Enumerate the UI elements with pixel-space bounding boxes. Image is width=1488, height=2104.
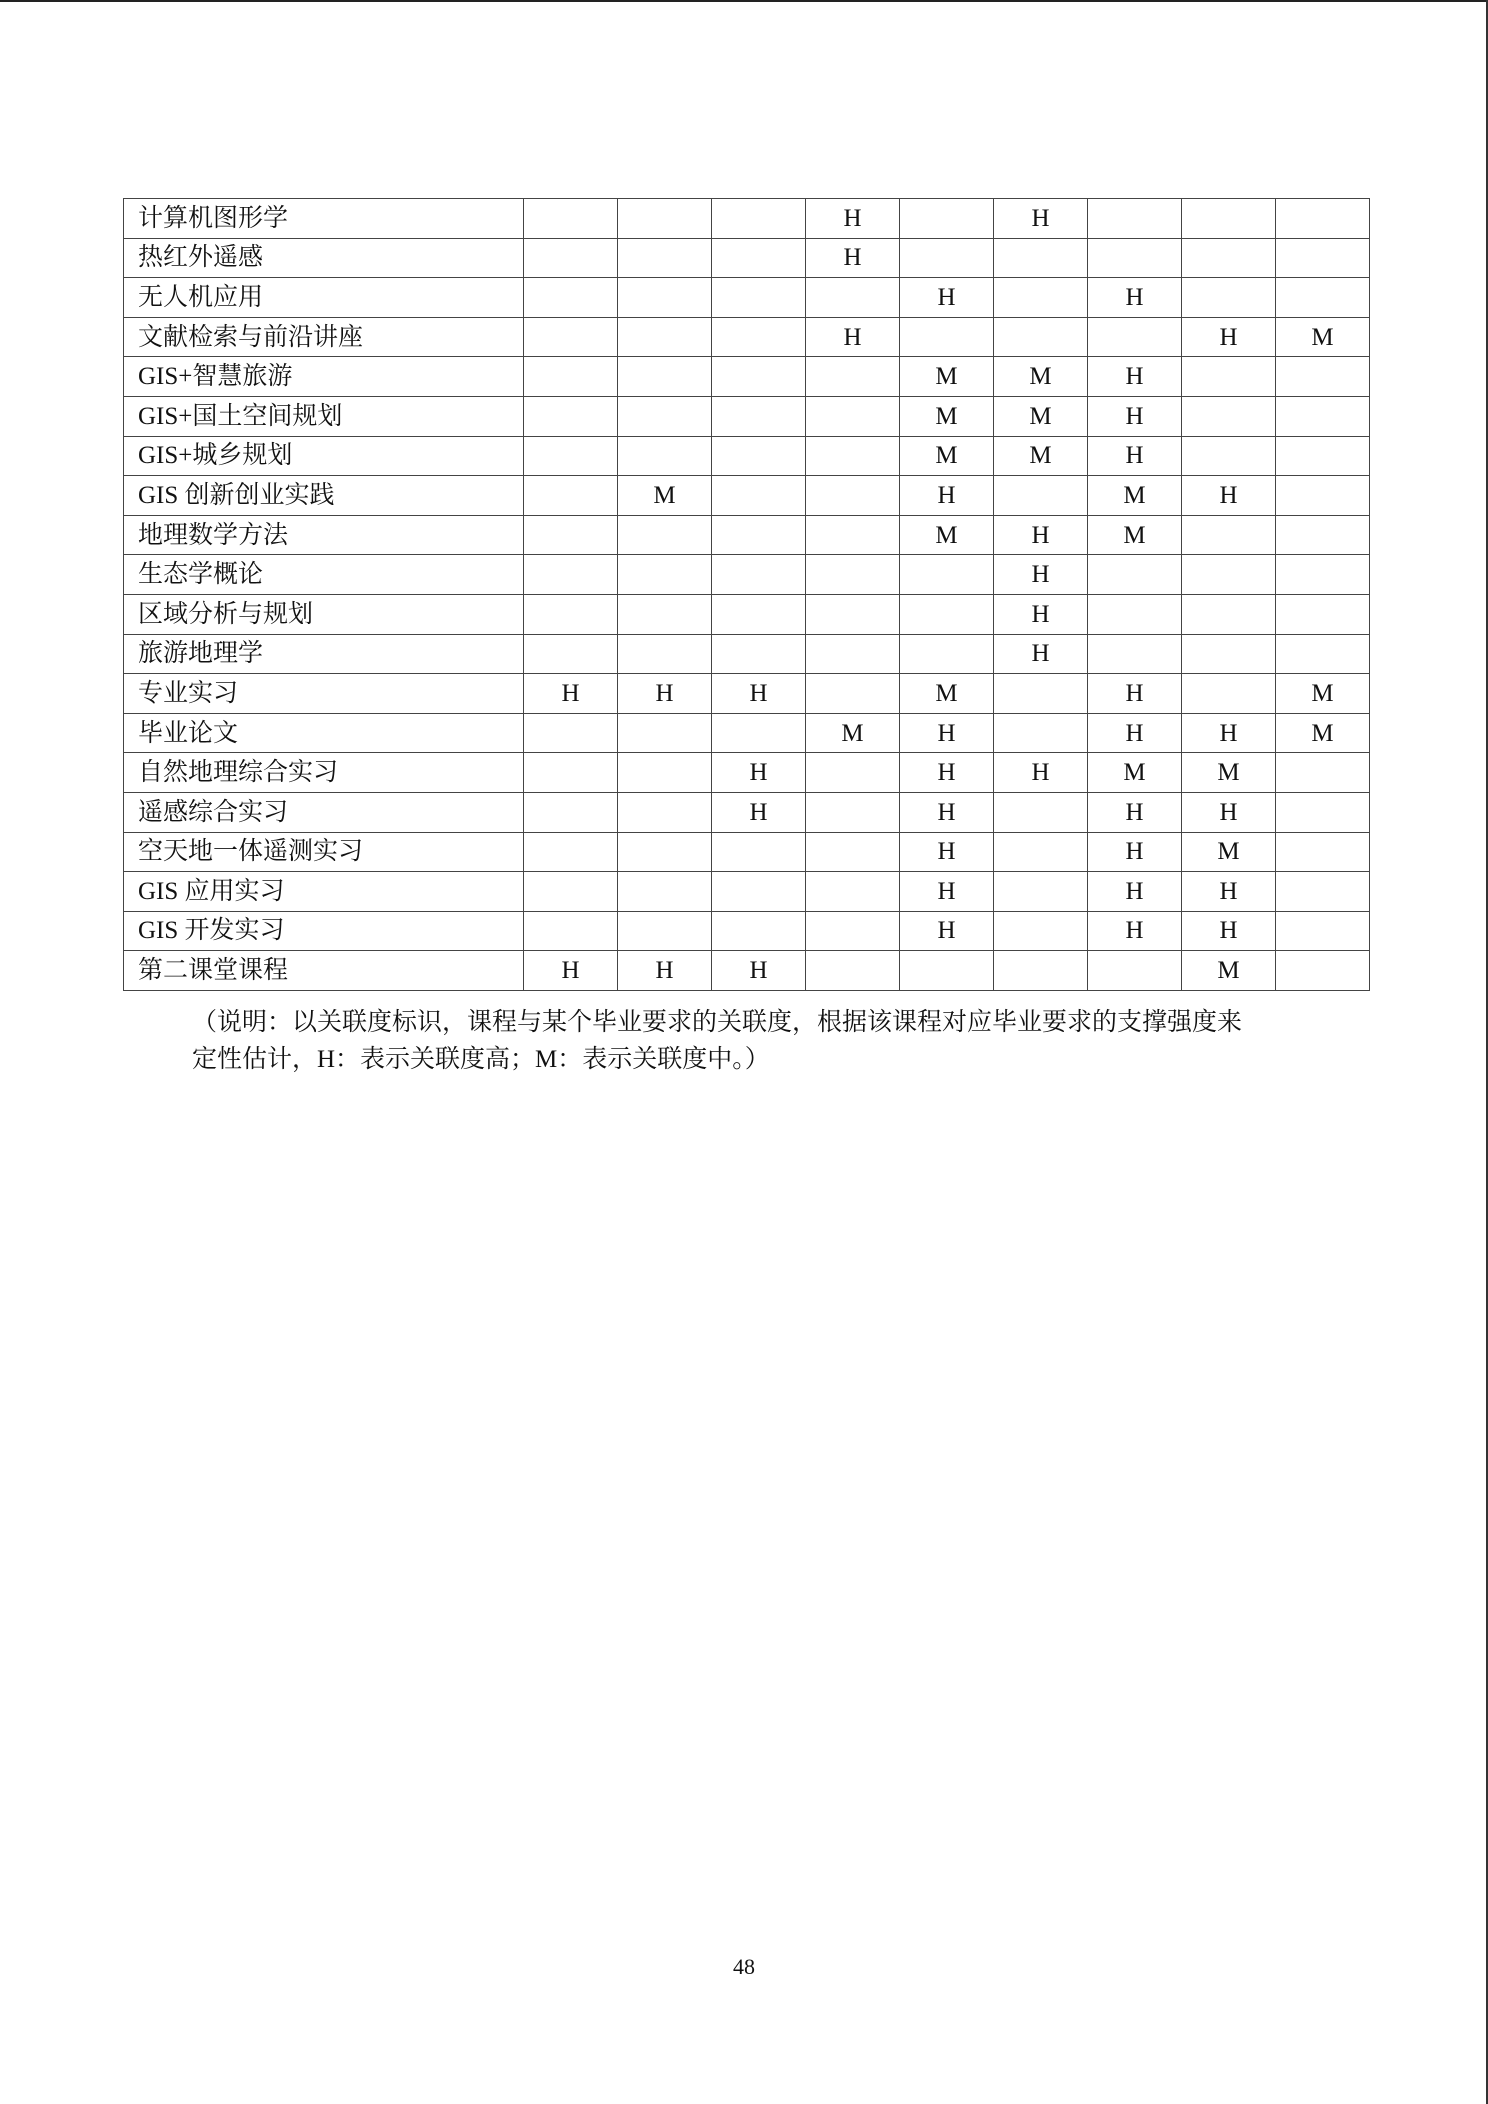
table-row xyxy=(124,594,1370,634)
relevance-cell: H xyxy=(994,634,1088,674)
relevance-cell xyxy=(712,238,806,278)
relevance-cell xyxy=(524,832,618,872)
table-row xyxy=(124,476,1370,516)
relevance-cell xyxy=(1276,238,1370,278)
relevance-cell: H xyxy=(1088,436,1182,476)
relevance-cell xyxy=(994,317,1088,357)
relevance-cell xyxy=(806,911,900,951)
relevance-cell xyxy=(806,951,900,991)
relevance-cell xyxy=(618,753,712,793)
relevance-cell xyxy=(618,317,712,357)
table-row xyxy=(124,753,1370,793)
relevance-cell xyxy=(712,396,806,436)
relevance-cell xyxy=(1182,199,1276,239)
relevance-cell: H xyxy=(994,555,1088,595)
relevance-cell: H xyxy=(1182,792,1276,832)
relevance-cell: M xyxy=(900,436,994,476)
relevance-cell xyxy=(1088,634,1182,674)
relevance-cell xyxy=(524,872,618,912)
relevance-cell xyxy=(1088,951,1182,991)
course-name-cell: GIS+国土空间规划 xyxy=(124,396,524,436)
relevance-cell xyxy=(618,832,712,872)
relevance-cell xyxy=(1276,396,1370,436)
table-row xyxy=(124,199,1370,239)
relevance-cell: H xyxy=(994,753,1088,793)
relevance-cell: H xyxy=(1182,911,1276,951)
course-name-cell: 旅游地理学 xyxy=(124,634,524,674)
relevance-cell xyxy=(1182,396,1276,436)
relevance-cell xyxy=(806,872,900,912)
table-row xyxy=(124,832,1370,872)
relevance-cell xyxy=(618,396,712,436)
relevance-cell xyxy=(1276,753,1370,793)
relevance-cell: H xyxy=(1088,792,1182,832)
table-row xyxy=(124,436,1370,476)
table-row xyxy=(124,951,1370,991)
relevance-cell xyxy=(1276,199,1370,239)
relevance-cell xyxy=(1182,594,1276,634)
course-name-cell: 自然地理综合实习 xyxy=(124,753,524,793)
relevance-cell xyxy=(524,792,618,832)
relevance-cell xyxy=(1088,594,1182,634)
relevance-cell xyxy=(618,872,712,912)
table-row xyxy=(124,515,1370,555)
relevance-cell: H xyxy=(1088,396,1182,436)
relevance-cell xyxy=(1276,911,1370,951)
relevance-cell xyxy=(1182,634,1276,674)
relevance-cell xyxy=(1276,872,1370,912)
relevance-cell xyxy=(1276,436,1370,476)
relevance-cell xyxy=(806,278,900,318)
relevance-cell: H xyxy=(900,753,994,793)
course-name-cell: GIS+城乡规划 xyxy=(124,436,524,476)
relevance-cell xyxy=(712,594,806,634)
relevance-cell xyxy=(1276,792,1370,832)
relevance-cell xyxy=(806,832,900,872)
relevance-cell xyxy=(806,396,900,436)
course-name-cell: 空天地一体遥测实习 xyxy=(124,832,524,872)
relevance-cell: H xyxy=(1182,713,1276,753)
relevance-cell xyxy=(524,396,618,436)
relevance-cell: M xyxy=(900,357,994,397)
relevance-cell xyxy=(712,832,806,872)
relevance-cell xyxy=(994,674,1088,714)
relevance-cell: H xyxy=(1088,832,1182,872)
relevance-cell: H xyxy=(806,317,900,357)
table-row xyxy=(124,555,1370,595)
relevance-cell xyxy=(524,515,618,555)
relevance-cell xyxy=(1088,317,1182,357)
relevance-cell: M xyxy=(1088,476,1182,516)
relevance-cell: H xyxy=(712,674,806,714)
relevance-cell: H xyxy=(1088,872,1182,912)
relevance-cell: H xyxy=(1182,872,1276,912)
relevance-cell xyxy=(1276,594,1370,634)
relevance-cell xyxy=(524,199,618,239)
relevance-cell: H xyxy=(1088,911,1182,951)
relevance-cell xyxy=(712,872,806,912)
table-row xyxy=(124,872,1370,912)
relevance-cell xyxy=(994,792,1088,832)
relevance-cell xyxy=(524,753,618,793)
relevance-cell xyxy=(618,555,712,595)
relevance-cell xyxy=(1276,357,1370,397)
relevance-cell xyxy=(618,357,712,397)
relevance-cell xyxy=(618,515,712,555)
relevance-cell xyxy=(618,713,712,753)
relevance-cell xyxy=(806,753,900,793)
table-row xyxy=(124,674,1370,714)
relevance-cell: H xyxy=(900,476,994,516)
relevance-cell: H xyxy=(1088,674,1182,714)
relevance-cell: M xyxy=(618,476,712,516)
relevance-cell: M xyxy=(1088,753,1182,793)
relevance-cell: H xyxy=(900,911,994,951)
relevance-cell: H xyxy=(712,951,806,991)
relevance-cell: H xyxy=(994,594,1088,634)
relevance-cell: H xyxy=(806,238,900,278)
relevance-cell: H xyxy=(712,792,806,832)
relevance-cell xyxy=(806,436,900,476)
relevance-cell xyxy=(524,713,618,753)
course-name-cell: 遥感综合实习 xyxy=(124,792,524,832)
relevance-cell xyxy=(806,515,900,555)
relevance-cell xyxy=(806,674,900,714)
relevance-cell xyxy=(712,199,806,239)
relevance-cell: M xyxy=(1182,951,1276,991)
course-name-cell: GIS 应用实习 xyxy=(124,872,524,912)
relevance-cell xyxy=(618,238,712,278)
course-name-cell: 热红外遥感 xyxy=(124,238,524,278)
relevance-cell xyxy=(994,713,1088,753)
table-row xyxy=(124,357,1370,397)
relevance-cell: M xyxy=(1182,832,1276,872)
relevance-cell: M xyxy=(1276,713,1370,753)
relevance-cell xyxy=(1182,674,1276,714)
relevance-cell xyxy=(712,357,806,397)
course-name-cell: 毕业论文 xyxy=(124,713,524,753)
relevance-cell xyxy=(618,792,712,832)
relevance-cell: M xyxy=(994,396,1088,436)
relevance-cell xyxy=(618,199,712,239)
relevance-cell xyxy=(1088,555,1182,595)
relevance-cell xyxy=(1276,555,1370,595)
note-line-1: （说明：以关联度标识，课程与某个毕业要求的关联度，根据该课程对应毕业要求的支撑强度来 xyxy=(192,1009,1243,1036)
relevance-cell: H xyxy=(524,674,618,714)
course-name-cell: 生态学概论 xyxy=(124,555,524,595)
table-note xyxy=(192,1004,1322,1078)
relevance-cell xyxy=(712,911,806,951)
relevance-cell xyxy=(712,713,806,753)
relevance-cell: M xyxy=(994,436,1088,476)
relevance-cell xyxy=(900,555,994,595)
relevance-cell: H xyxy=(900,832,994,872)
relevance-cell: H xyxy=(994,515,1088,555)
relevance-cell: H xyxy=(618,674,712,714)
relevance-cell xyxy=(712,278,806,318)
page-top-border xyxy=(0,0,1488,2)
relevance-cell: H xyxy=(900,792,994,832)
relevance-cell xyxy=(618,594,712,634)
relevance-cell xyxy=(524,594,618,634)
relevance-cell xyxy=(618,634,712,674)
relevance-cell xyxy=(1276,634,1370,674)
course-name-cell: GIS 创新创业实践 xyxy=(124,476,524,516)
table-row xyxy=(124,792,1370,832)
course-name-cell: 第二课堂课程 xyxy=(124,951,524,991)
course-name-cell: GIS 开发实习 xyxy=(124,911,524,951)
relevance-cell: M xyxy=(1182,753,1276,793)
relevance-cell: H xyxy=(524,951,618,991)
relevance-cell: H xyxy=(900,278,994,318)
relevance-cell xyxy=(524,436,618,476)
relevance-cell xyxy=(994,832,1088,872)
relevance-cell: M xyxy=(900,674,994,714)
relevance-cell xyxy=(900,594,994,634)
table-row xyxy=(124,911,1370,951)
course-name-cell: 地理数学方法 xyxy=(124,515,524,555)
relevance-cell xyxy=(524,317,618,357)
relevance-cell xyxy=(712,634,806,674)
relevance-cell xyxy=(806,555,900,595)
relevance-cell: H xyxy=(994,199,1088,239)
relevance-cell xyxy=(1088,238,1182,278)
course-requirement-matrix xyxy=(123,198,1370,991)
note-line-2: 定性估计，H：表示关联度高；M：表示关联度中。） xyxy=(192,1046,770,1073)
relevance-cell: H xyxy=(806,199,900,239)
relevance-cell xyxy=(712,476,806,516)
relevance-cell xyxy=(806,357,900,397)
relevance-cell xyxy=(994,476,1088,516)
table-row xyxy=(124,238,1370,278)
relevance-cell xyxy=(618,911,712,951)
relevance-cell xyxy=(1182,555,1276,595)
relevance-cell: H xyxy=(618,951,712,991)
relevance-cell: M xyxy=(806,713,900,753)
table-row xyxy=(124,713,1370,753)
relevance-cell xyxy=(900,951,994,991)
course-name-cell: 无人机应用 xyxy=(124,278,524,318)
relevance-cell: H xyxy=(1088,278,1182,318)
relevance-cell: H xyxy=(712,753,806,793)
relevance-cell xyxy=(806,594,900,634)
relevance-cell xyxy=(806,792,900,832)
relevance-cell xyxy=(900,199,994,239)
relevance-cell: M xyxy=(994,357,1088,397)
relevance-cell xyxy=(618,278,712,318)
relevance-cell xyxy=(524,476,618,516)
relevance-cell xyxy=(806,634,900,674)
relevance-cell xyxy=(1276,515,1370,555)
relevance-cell xyxy=(994,951,1088,991)
relevance-cell xyxy=(1182,357,1276,397)
relevance-cell xyxy=(994,278,1088,318)
relevance-cell xyxy=(524,278,618,318)
table-row xyxy=(124,396,1370,436)
relevance-cell xyxy=(900,238,994,278)
relevance-cell xyxy=(524,357,618,397)
relevance-cell xyxy=(900,317,994,357)
relevance-cell xyxy=(994,911,1088,951)
relevance-cell xyxy=(1182,436,1276,476)
relevance-cell xyxy=(900,634,994,674)
relevance-cell xyxy=(1182,515,1276,555)
relevance-cell xyxy=(524,911,618,951)
relevance-cell xyxy=(712,436,806,476)
relevance-cell xyxy=(712,317,806,357)
table-row xyxy=(124,634,1370,674)
relevance-cell xyxy=(524,238,618,278)
relevance-cell xyxy=(524,634,618,674)
relevance-cell xyxy=(994,872,1088,912)
relevance-cell: H xyxy=(1088,713,1182,753)
relevance-cell xyxy=(618,436,712,476)
relevance-cell xyxy=(1182,278,1276,318)
relevance-cell xyxy=(712,515,806,555)
table-row xyxy=(124,278,1370,318)
relevance-cell: H xyxy=(1088,357,1182,397)
relevance-cell: M xyxy=(1276,674,1370,714)
relevance-cell xyxy=(1276,832,1370,872)
course-name-cell: 区域分析与规划 xyxy=(124,594,524,634)
course-name-cell: GIS+智慧旅游 xyxy=(124,357,524,397)
page-number: 48 xyxy=(733,1954,755,1979)
relevance-cell xyxy=(1276,476,1370,516)
matrix-body xyxy=(124,199,1370,991)
relevance-cell: M xyxy=(900,396,994,436)
relevance-cell xyxy=(1182,238,1276,278)
relevance-cell: H xyxy=(1182,476,1276,516)
course-name-cell: 计算机图形学 xyxy=(124,199,524,239)
course-name-cell: 专业实习 xyxy=(124,674,524,714)
course-name-cell: 文献检索与前沿讲座 xyxy=(124,317,524,357)
relevance-cell xyxy=(1276,278,1370,318)
relevance-cell xyxy=(712,555,806,595)
table-row xyxy=(124,317,1370,357)
relevance-cell: H xyxy=(900,713,994,753)
relevance-cell: M xyxy=(1088,515,1182,555)
relevance-cell: H xyxy=(1182,317,1276,357)
relevance-cell xyxy=(994,238,1088,278)
relevance-cell xyxy=(1088,199,1182,239)
relevance-cell xyxy=(806,476,900,516)
relevance-cell: M xyxy=(900,515,994,555)
relevance-cell xyxy=(1276,951,1370,991)
relevance-cell: M xyxy=(1276,317,1370,357)
relevance-cell xyxy=(524,555,618,595)
relevance-cell: H xyxy=(900,872,994,912)
